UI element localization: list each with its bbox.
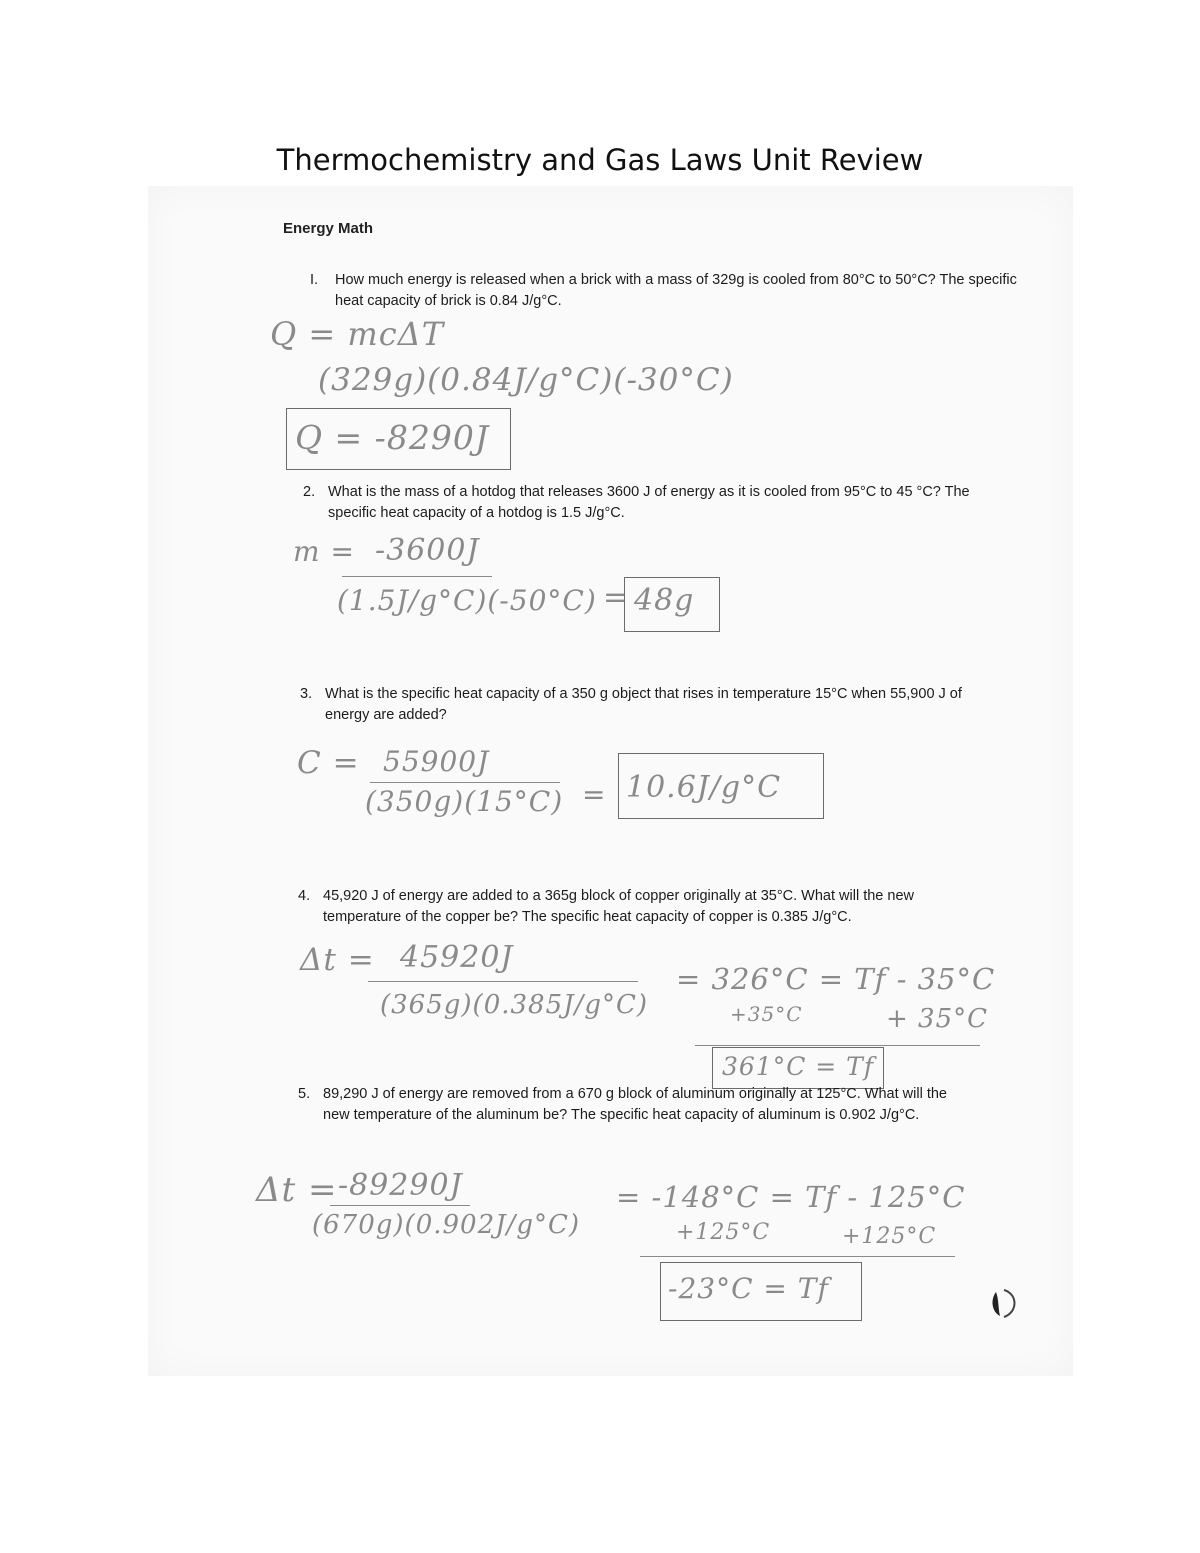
work-answer: 48g bbox=[634, 583, 695, 618]
question-1 bbox=[310, 270, 1025, 312]
work-numerator: 45920J bbox=[400, 940, 514, 975]
work-denominator: (350g)(15°C) bbox=[365, 785, 564, 818]
pen-mark-icon bbox=[988, 1286, 1022, 1320]
fraction-bar bbox=[342, 576, 492, 577]
question-number: 5. bbox=[298, 1086, 311, 1102]
work-equals: = bbox=[582, 778, 607, 811]
work-lhs: Δt = bbox=[300, 942, 375, 978]
work-equals: = bbox=[603, 580, 630, 615]
sum-line bbox=[640, 1256, 955, 1257]
fraction-bar bbox=[330, 1205, 470, 1206]
question-text: How much energy is released when a brick with a mass of 329g is cooled from 80°C to 50°C? The specific heat capacity of brick is 0.84 J/g°C. bbox=[335, 272, 1017, 310]
work-answer: 10.6J/g°C bbox=[626, 770, 782, 805]
sum-line bbox=[695, 1045, 980, 1046]
question-text: 45,920 J of energy are added to a 365g block of copper originally at 35°C. What will the new temperature of the copper be? The specific heat capacity of copper is 0.385 J/g°C. bbox=[323, 888, 914, 926]
work-denominator: (1.5J/g°C)(-50°C) bbox=[337, 584, 597, 617]
question-text: 89,290 J of energy are removed from a 670 g block of aluminum originally at 125°C. What will the new temperature of the aluminum be? The specific heat capacity of aluminum is 0.902 J/g°C. bbox=[323, 1086, 947, 1124]
work-formula: Q = mcΔT bbox=[270, 315, 445, 353]
work-add-right: + 35°C bbox=[886, 1004, 989, 1034]
fraction-bar bbox=[368, 981, 638, 982]
work-add-right: +125°C bbox=[842, 1224, 937, 1249]
question-number: 4. bbox=[298, 888, 311, 904]
question-2 bbox=[303, 482, 1003, 524]
question-text: What is the specific heat capacity of a 350 g object that rises in temperature 15°C when 55,900 J of energy are added? bbox=[325, 686, 962, 724]
work-numerator: 55900J bbox=[383, 745, 490, 778]
fraction-bar bbox=[370, 782, 560, 783]
question-5 bbox=[298, 1084, 958, 1126]
question-number: 3. bbox=[300, 686, 313, 702]
work-lhs: m = bbox=[293, 535, 355, 568]
work-denominator: (365g)(0.385J/g°C) bbox=[380, 990, 648, 1020]
work-answer: Q = -8290J bbox=[295, 418, 490, 457]
work-step: = 326°C = Tf - 35°C bbox=[676, 962, 996, 996]
question-number: I. bbox=[310, 272, 319, 288]
work-step: = -148°C = Tf - 125°C bbox=[616, 1180, 966, 1214]
question-4 bbox=[298, 886, 958, 928]
work-lhs: Δt = bbox=[256, 1170, 338, 1210]
page-title: Thermochemistry and Gas Laws Unit Review bbox=[276, 143, 924, 177]
question-number: 2. bbox=[303, 484, 316, 500]
work-answer: 361°C = Tf bbox=[722, 1052, 875, 1081]
question-3 bbox=[300, 684, 1000, 726]
work-numerator: -89290J bbox=[338, 1168, 463, 1203]
question-text: What is the mass of a hotdog that releases 3600 J of energy as it is cooled from 95°C to 45 °C? The specific heat capacity of a hotdog is 1.5 J/g°C. bbox=[328, 484, 970, 522]
work-substitution: (329g)(0.84J/g°C)(-30°C) bbox=[318, 362, 734, 398]
work-answer: -23°C = Tf bbox=[668, 1272, 829, 1305]
work-add-left: +125°C bbox=[676, 1220, 771, 1245]
work-add-left: +35°C bbox=[730, 1002, 803, 1026]
section-heading: Energy Math bbox=[283, 220, 374, 237]
work-lhs: C = bbox=[297, 745, 360, 781]
work-denominator: (670g)(0.902J/g°C) bbox=[312, 1210, 580, 1240]
work-numerator: -3600J bbox=[375, 533, 480, 568]
